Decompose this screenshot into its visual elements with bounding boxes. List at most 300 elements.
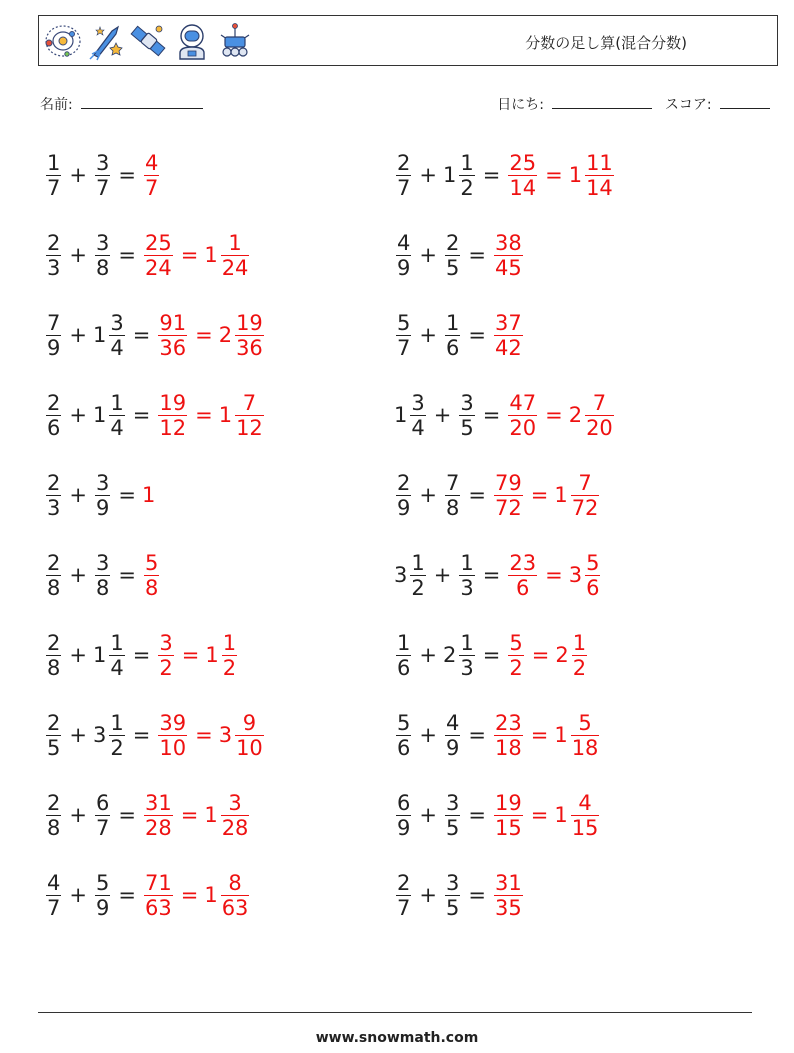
whole-number: 2 — [555, 643, 569, 667]
fraction — [459, 631, 474, 680]
fraction — [445, 471, 460, 520]
problem-row — [394, 705, 601, 765]
fraction — [508, 551, 537, 600]
numerator: 3 — [159, 630, 173, 655]
denominator: 63 — [144, 895, 172, 920]
numerator: 3 — [228, 790, 242, 815]
numerator: 1 — [460, 550, 474, 575]
answer — [492, 231, 525, 280]
fraction — [396, 151, 411, 200]
denominator: 5 — [445, 255, 460, 280]
denominator: 6 — [516, 575, 530, 600]
equals-sign: = — [118, 563, 136, 587]
operand — [443, 711, 462, 760]
answer — [142, 791, 251, 840]
fraction — [46, 631, 61, 680]
fraction — [235, 711, 264, 760]
equals-sign: = — [118, 803, 136, 827]
numerator: 3 — [411, 390, 425, 415]
fraction — [95, 151, 110, 200]
fraction — [144, 231, 173, 280]
answer-value — [506, 391, 539, 440]
operand — [394, 151, 413, 200]
operand — [44, 391, 63, 440]
fraction — [158, 391, 187, 440]
operand — [93, 391, 127, 440]
denominator: 7 — [47, 895, 61, 920]
denominator: 6 — [445, 335, 460, 360]
equals-sign: = — [545, 163, 563, 187]
operand — [394, 791, 413, 840]
denominator: 4 — [110, 655, 124, 680]
operand — [394, 471, 413, 520]
problem-row — [44, 865, 251, 925]
problem-row — [394, 145, 616, 205]
whole-number: 1 — [92, 323, 107, 347]
footer-url: www.snowmath.com — [315, 1030, 479, 1046]
answer-value — [219, 711, 266, 760]
equals-sign: = — [482, 163, 501, 187]
answer-value — [156, 391, 189, 440]
operand — [44, 871, 63, 920]
whole-number: 3 — [568, 563, 583, 587]
plus-sign: + — [69, 403, 87, 427]
answer-value — [569, 151, 616, 200]
plus-sign: + — [69, 723, 87, 747]
problem-row — [394, 385, 616, 445]
whole-number: 1 — [92, 643, 107, 667]
numerator: 4 — [144, 150, 159, 175]
name-blank[interactable] — [81, 96, 203, 109]
equals-sign: = — [531, 643, 550, 667]
fraction — [158, 311, 187, 360]
fraction — [445, 311, 460, 360]
problem-row — [394, 545, 602, 605]
operand — [93, 551, 112, 600]
denominator: 12 — [159, 415, 187, 440]
answer — [506, 151, 615, 200]
denominator: 18 — [571, 735, 599, 760]
equals-sign: = — [482, 403, 501, 427]
problem-row — [44, 385, 266, 445]
numerator: 1 — [460, 630, 474, 655]
answer-value — [492, 231, 525, 280]
denominator: 8 — [144, 575, 159, 600]
numerator: 1 — [445, 310, 460, 335]
answer-value — [142, 871, 175, 920]
answer — [142, 871, 251, 920]
equals-sign: = — [195, 723, 213, 747]
fraction — [585, 391, 614, 440]
operand — [443, 311, 462, 360]
fraction — [144, 871, 173, 920]
fraction — [459, 391, 474, 440]
operand — [457, 391, 476, 440]
problem-row — [394, 785, 601, 845]
numerator: 3 — [110, 310, 124, 335]
equals-sign: = — [545, 563, 563, 587]
denominator: 24 — [144, 255, 172, 280]
operand — [394, 631, 413, 680]
numerator: 91 — [159, 310, 187, 335]
answer — [506, 631, 589, 680]
equals-sign: = — [530, 723, 549, 747]
denominator: 7 — [144, 175, 159, 200]
whole-number: 1 — [554, 483, 568, 507]
numerator: 3 — [95, 150, 110, 175]
numerator: 2 — [47, 230, 61, 255]
numerator: 19 — [159, 390, 187, 415]
plus-sign: + — [419, 803, 437, 827]
denominator: 12 — [236, 415, 263, 440]
operand — [443, 471, 462, 520]
fraction — [95, 551, 110, 600]
numerator: 5 — [144, 550, 159, 575]
answer-value — [156, 311, 189, 360]
plus-sign: + — [419, 643, 437, 667]
answer-value — [205, 631, 239, 680]
fraction — [396, 471, 411, 520]
operand — [394, 391, 428, 440]
fraction — [109, 311, 124, 360]
fraction — [494, 711, 523, 760]
numerator: 23 — [494, 710, 522, 735]
equals-sign: = — [132, 643, 151, 667]
fraction — [221, 231, 250, 280]
denominator: 72 — [571, 495, 599, 520]
fraction — [221, 871, 250, 920]
problem-row — [394, 465, 601, 525]
answer — [156, 391, 265, 440]
score-blank[interactable] — [720, 96, 770, 109]
whole-number: 3 — [394, 563, 408, 587]
operand — [93, 471, 112, 520]
name-label: 名前: — [40, 97, 73, 113]
fraction — [235, 391, 264, 440]
fraction — [144, 791, 173, 840]
fraction — [396, 631, 411, 680]
rocket-icon — [86, 21, 126, 61]
fraction — [571, 711, 600, 760]
problem-row — [394, 865, 525, 925]
answer — [142, 551, 161, 600]
fraction — [144, 551, 159, 600]
fraction — [222, 631, 237, 680]
denominator: 14 — [509, 175, 537, 200]
equals-sign: = — [180, 883, 199, 907]
answer-value — [492, 471, 525, 520]
equals-sign: = — [132, 403, 151, 427]
fraction — [494, 471, 523, 520]
numerator: 38 — [494, 230, 522, 255]
fraction — [508, 631, 523, 680]
fraction — [109, 391, 124, 440]
plus-sign: + — [419, 883, 437, 907]
whole-number: 3 — [218, 723, 233, 747]
answer-value — [506, 551, 539, 600]
operand — [443, 871, 462, 920]
denominator: 9 — [47, 335, 61, 360]
whole-number: 1 — [204, 883, 218, 907]
plus-sign: + — [69, 803, 87, 827]
equals-sign: = — [195, 403, 213, 427]
fraction — [445, 711, 460, 760]
denominator: 18 — [494, 735, 522, 760]
denominator: 8 — [47, 575, 61, 600]
numerator: 2 — [47, 390, 61, 415]
fraction — [46, 551, 61, 600]
name-field — [40, 94, 203, 114]
answer — [506, 391, 615, 440]
answer — [492, 791, 601, 840]
numerator: 1 — [460, 150, 474, 175]
problem-row — [394, 625, 589, 685]
denominator: 7 — [95, 815, 110, 840]
denominator: 4 — [411, 415, 425, 440]
problem-row — [44, 545, 161, 605]
denominator: 15 — [494, 815, 522, 840]
whole-number: 1 — [568, 163, 583, 187]
denominator: 6 — [397, 655, 411, 680]
equals-sign: = — [132, 323, 151, 347]
rover-icon — [215, 21, 255, 61]
answer-value — [204, 231, 251, 280]
denominator: 8 — [47, 655, 61, 680]
operand — [44, 791, 63, 840]
answer — [506, 551, 602, 600]
problem-row — [44, 225, 251, 285]
denominator: 2 — [411, 575, 425, 600]
equals-sign: = — [468, 723, 486, 747]
denominator: 3 — [47, 495, 61, 520]
denominator: 35 — [494, 895, 522, 920]
denominator: 8 — [47, 815, 61, 840]
numerator: 2 — [397, 150, 411, 175]
fraction — [494, 791, 523, 840]
operand — [394, 231, 413, 280]
answer — [156, 631, 239, 680]
fraction — [410, 391, 425, 440]
operand — [457, 551, 476, 600]
numerator: 5 — [509, 630, 523, 655]
problem-row — [44, 785, 251, 845]
answer — [142, 231, 251, 280]
answer-value — [204, 871, 251, 920]
equals-sign: = — [118, 483, 136, 507]
whole-number: 1 — [204, 243, 218, 267]
problem-row — [44, 625, 239, 685]
answer-value — [219, 311, 266, 360]
whole-number: 2 — [568, 403, 583, 427]
numerator: 79 — [494, 470, 522, 495]
plus-sign: + — [69, 643, 87, 667]
answer-value — [204, 791, 251, 840]
fraction — [445, 231, 460, 280]
fraction — [46, 231, 61, 280]
numerator: 4 — [397, 230, 411, 255]
problem-row — [44, 465, 156, 525]
numerator: 1 — [411, 550, 425, 575]
numerator: 2 — [47, 630, 61, 655]
operand — [44, 231, 63, 280]
numerator: 4 — [445, 710, 460, 735]
denominator: 63 — [221, 895, 249, 920]
whole-number: 2 — [442, 643, 457, 667]
fraction — [95, 871, 110, 920]
numerator: 2 — [397, 470, 411, 495]
fraction — [158, 711, 187, 760]
answer-value — [569, 551, 603, 600]
answer — [492, 471, 601, 520]
denominator: 7 — [397, 175, 411, 200]
equals-sign: = — [132, 723, 151, 747]
denominator: 36 — [236, 335, 263, 360]
fraction — [445, 871, 460, 920]
fraction — [494, 231, 523, 280]
answer-value — [142, 791, 175, 840]
operand — [394, 551, 428, 600]
fraction — [508, 391, 537, 440]
answer-value — [156, 711, 189, 760]
numerator: 5 — [578, 710, 592, 735]
fraction — [46, 871, 61, 920]
problem-row — [394, 305, 525, 365]
operand — [93, 231, 112, 280]
numerator: 37 — [494, 310, 522, 335]
answer-value — [492, 711, 525, 760]
numerator: 7 — [578, 470, 592, 495]
numerator: 6 — [397, 790, 411, 815]
answer — [142, 151, 161, 200]
whole-number: 1 — [554, 723, 568, 747]
equals-sign: = — [118, 243, 136, 267]
operand — [93, 311, 127, 360]
denominator: 28 — [144, 815, 172, 840]
answer-value — [492, 791, 525, 840]
plus-sign: + — [69, 243, 87, 267]
plus-sign: + — [419, 323, 437, 347]
fraction — [109, 711, 124, 760]
equals-sign: = — [118, 883, 136, 907]
answer-value — [142, 551, 161, 600]
answer — [156, 311, 265, 360]
plus-sign: + — [69, 563, 87, 587]
operand — [93, 631, 127, 680]
equals-sign: = — [468, 883, 486, 907]
answer-value — [554, 471, 601, 520]
date-blank[interactable] — [552, 96, 652, 109]
numerator: 5 — [586, 550, 600, 575]
answer-value — [142, 483, 156, 507]
answer — [492, 311, 525, 360]
denominator: 3 — [460, 575, 474, 600]
fraction — [46, 471, 61, 520]
numerator: 31 — [144, 790, 172, 815]
whole-number: 1 — [554, 803, 568, 827]
answer-value — [554, 711, 601, 760]
denominator: 4 — [110, 335, 124, 360]
numerator: 31 — [494, 870, 522, 895]
denominator: 2 — [509, 655, 523, 680]
fraction — [235, 311, 264, 360]
numerator: 5 — [397, 710, 411, 735]
operand — [93, 711, 127, 760]
answer-value — [492, 871, 525, 920]
operand — [44, 471, 63, 520]
score-label: スコア: — [664, 97, 712, 113]
operand — [44, 631, 63, 680]
answer-value — [219, 391, 266, 440]
operand — [443, 631, 477, 680]
denominator: 72 — [494, 495, 522, 520]
operand — [44, 151, 63, 200]
answer-value — [506, 631, 525, 680]
denominator: 9 — [397, 815, 411, 840]
answer — [156, 711, 265, 760]
plus-sign: + — [69, 323, 87, 347]
equals-sign: = — [468, 323, 486, 347]
numerator: 1 — [47, 150, 61, 175]
answer-value — [554, 791, 601, 840]
problem-row — [394, 225, 525, 285]
operand — [44, 311, 63, 360]
numerator: 1 — [110, 710, 124, 735]
numerator: 2 — [47, 790, 61, 815]
operand — [44, 551, 63, 600]
denominator: 9 — [95, 895, 110, 920]
numerator: 19 — [494, 790, 522, 815]
solar-system-icon — [43, 21, 83, 61]
denominator: 2 — [460, 175, 474, 200]
denominator: 14 — [586, 175, 613, 200]
whole-number: 1 — [92, 403, 107, 427]
denominator: 5 — [445, 895, 460, 920]
equals-sign: = — [545, 403, 563, 427]
denominator: 2 — [110, 735, 124, 760]
fraction — [46, 791, 61, 840]
numerator: 1 — [110, 390, 124, 415]
numerator: 8 — [228, 870, 242, 895]
numerator: 25 — [144, 230, 172, 255]
date-score-field — [497, 94, 770, 114]
fraction — [585, 551, 600, 600]
operand — [394, 711, 413, 760]
operand — [44, 711, 63, 760]
denominator: 9 — [95, 495, 110, 520]
equals-sign: = — [181, 643, 200, 667]
plus-sign: + — [419, 163, 437, 187]
equals-sign: = — [118, 163, 136, 187]
numerator: 2 — [47, 470, 61, 495]
denominator: 2 — [222, 655, 237, 680]
fraction — [221, 791, 250, 840]
plus-sign: + — [69, 163, 87, 187]
fraction — [144, 151, 159, 200]
fraction — [95, 231, 110, 280]
denominator: 7 — [397, 335, 411, 360]
denominator: 6 — [47, 415, 61, 440]
operand — [443, 791, 462, 840]
plus-sign: + — [433, 563, 452, 587]
plus-sign: + — [419, 483, 437, 507]
whole-number: 1 — [442, 163, 457, 187]
numerator: 47 — [509, 390, 537, 415]
whole-number: 1 — [394, 403, 408, 427]
fraction — [95, 791, 110, 840]
denominator: 4 — [110, 415, 124, 440]
answer — [492, 711, 601, 760]
denominator: 42 — [494, 335, 522, 360]
